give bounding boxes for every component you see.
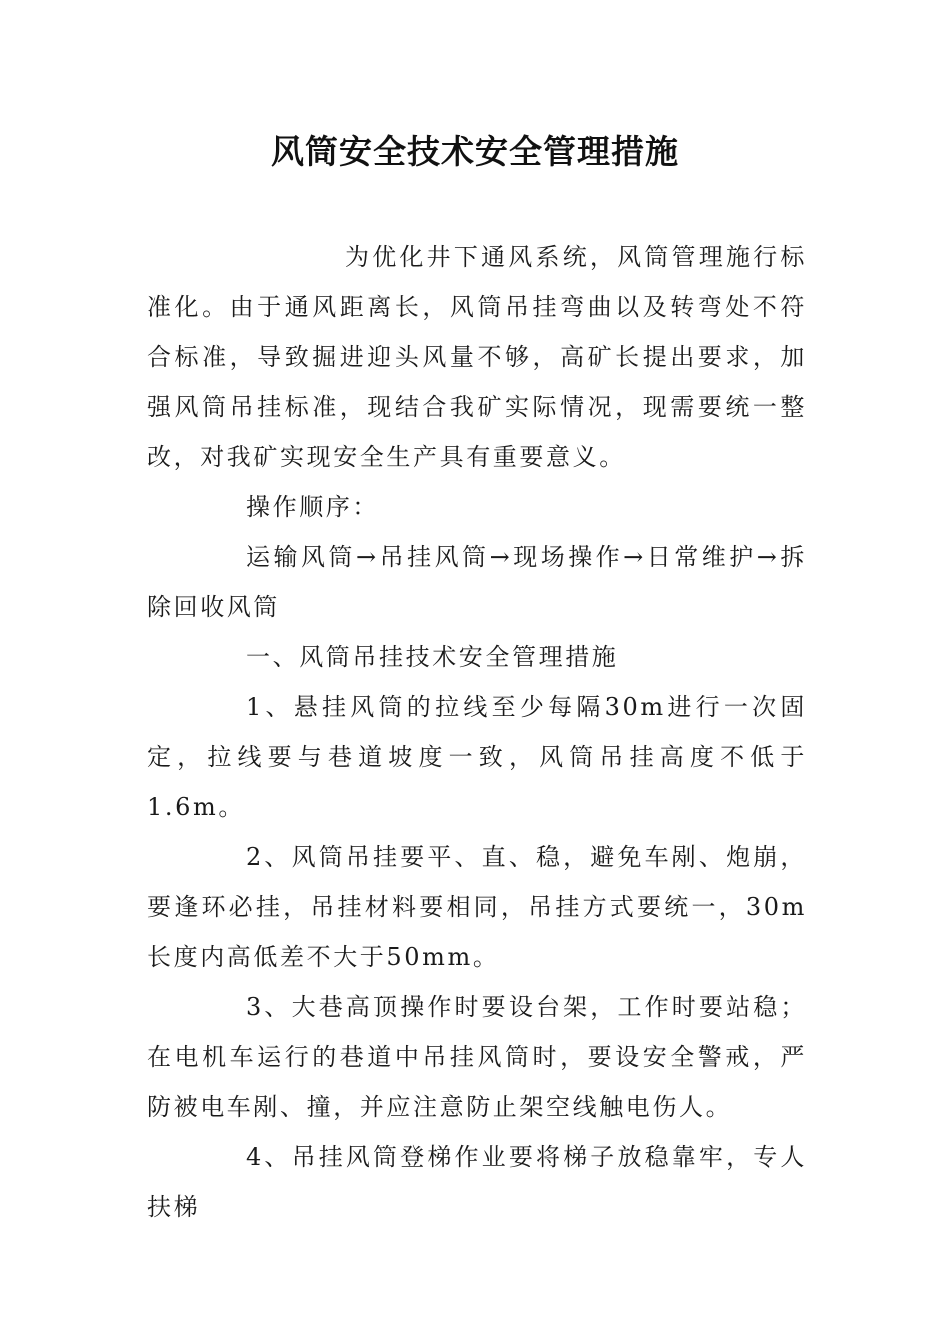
- list-item-2: 2、风筒吊挂要平、直、稳，避免车剐、炮崩，要逢环必挂，吊挂材料要相同，吊挂方式要统一，30m长度内高低差不大于50mm。: [147, 843, 807, 971]
- list-item-4: 4、吊挂风筒登梯作业要将梯子放稳靠牢，专人扶梯: [147, 1143, 807, 1221]
- list-item-3: 3、大巷高顶操作时要设台架，工作时要站稳；在电机车运行的巷道中吊挂风筒时，要设安全警戒，严防被电车剐、撞，并应注意防止架空线触电伤人。: [147, 993, 807, 1121]
- paragraph-intro: 为优化井下通风系统，风筒管理施行标准化。由于通风距离长，风筒吊挂弯曲以及转弯处不符合标准，导致掘进迎头风量不够，高矿长提出要求，加强风筒吊挂标准，现结合我矿实际情况，现需要统一整改，对我矿实现安全生产具有重要意义。: [147, 243, 807, 471]
- paragraph-operation-sequence: 运输风筒→吊挂风筒→现场操作→日常维护→拆除回收风筒: [147, 543, 807, 621]
- document-title: 风筒安全技术安全管理措施: [271, 132, 679, 171]
- section-heading-1: 一、风筒吊挂技术安全管理措施: [246, 643, 619, 671]
- paragraph-operation-order-heading: 操作顺序：: [246, 493, 379, 521]
- list-item-1: 1、悬挂风筒的拉线至少每隔30m进行一次固定，拉线要与巷道坡度一致，风筒吊挂高度不低于1.6m。: [147, 693, 807, 821]
- document-body: [147, 232, 807, 1232]
